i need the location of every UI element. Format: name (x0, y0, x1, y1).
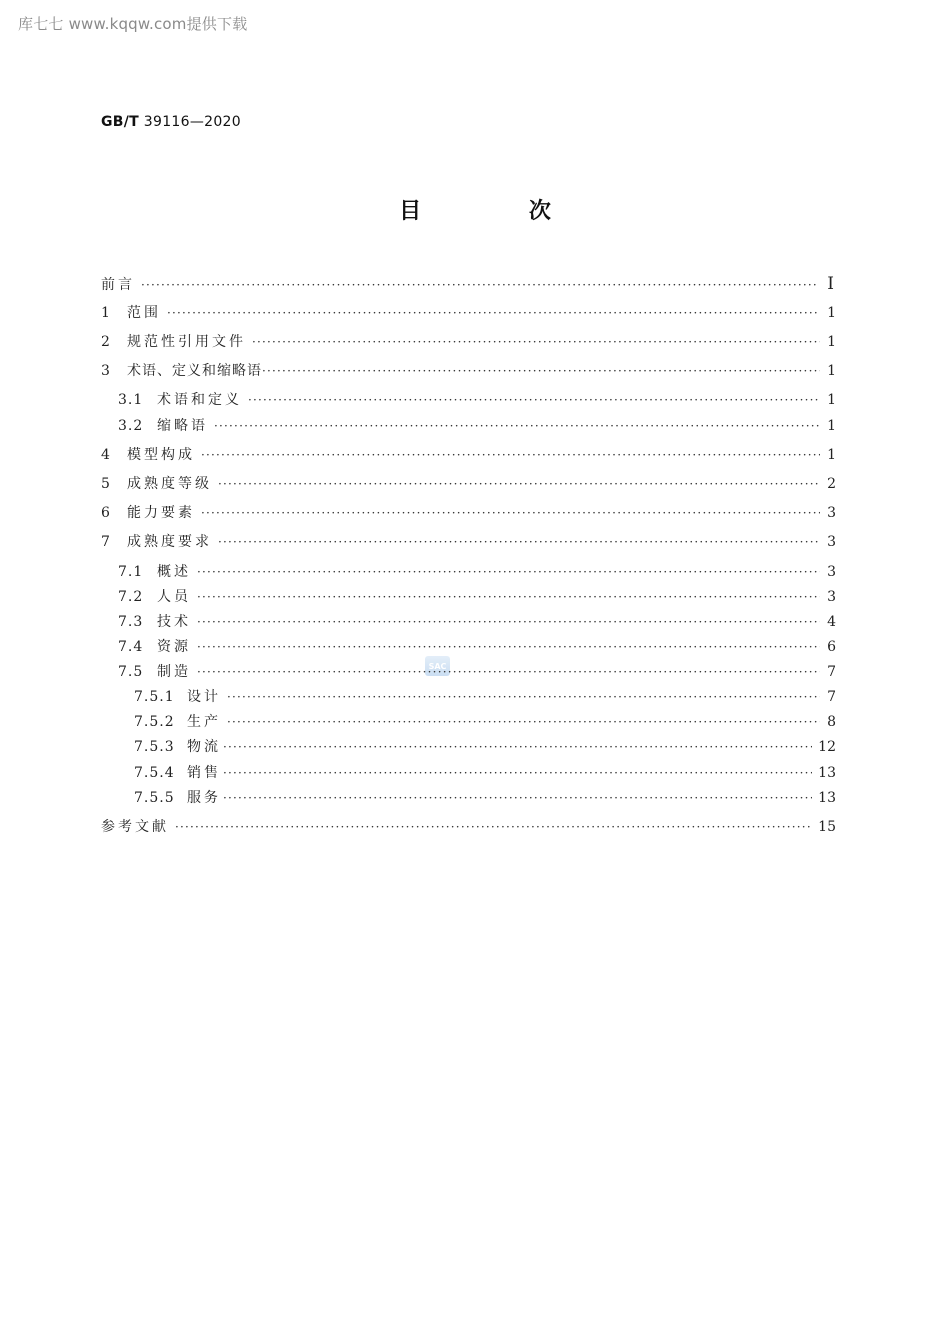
toc-entry-5[interactable] (101, 475, 836, 493)
toc-leader (197, 663, 820, 681)
toc-entry-number: 7.5.4 (134, 765, 175, 781)
toc-entry-label: 销售 (187, 765, 221, 781)
toc-entry-page: 7 (827, 689, 836, 705)
toc-entry-number: 7.5 (118, 664, 144, 680)
toc-entry-page: 1 (827, 447, 836, 463)
toc-entry-7-5-1[interactable] (134, 688, 836, 706)
toc-leader (262, 362, 820, 380)
standard-year-number: 39116—2020 (143, 114, 241, 130)
sac-logo-icon: SAC (425, 656, 450, 676)
toc-entry-number: 6 (101, 505, 111, 521)
toc-leader (218, 475, 820, 493)
toc-entry-number: 7.4 (118, 639, 144, 655)
toc-entry-1[interactable] (101, 304, 836, 322)
toc-entry-foreword[interactable] (101, 275, 834, 293)
toc-entry-7-5[interactable] (118, 663, 836, 681)
toc-entry-label: 模型构成 (127, 447, 195, 463)
toc-entry-label: 缩略语 (157, 418, 208, 434)
toc-entry-number: 7.5.2 (134, 714, 175, 730)
toc-entry-3-1[interactable] (118, 391, 836, 409)
toc-entry-label: 物流 (187, 739, 221, 755)
toc-entry-number: 3 (101, 363, 111, 379)
toc-entry-number: 7.3 (118, 614, 144, 630)
toc-entry-6[interactable] (101, 504, 836, 522)
toc-entry-7-5-3[interactable] (134, 738, 836, 756)
toc-entry-page: 7 (827, 664, 836, 680)
toc-leader (223, 789, 812, 807)
toc-entry-page: 3 (827, 564, 836, 580)
toc-entry-page: 1 (827, 418, 836, 434)
toc-entry-label: 技术 (157, 614, 191, 630)
toc-leader (252, 333, 820, 351)
toc-entry-number: 7.5.3 (134, 739, 175, 755)
toc-leader (223, 738, 812, 756)
toc-entry-page: 13 (818, 765, 836, 781)
toc-leader (197, 563, 820, 581)
toc-entry-label: 范围 (127, 305, 161, 321)
toc-leader (223, 764, 812, 782)
toc-entry-page: 2 (827, 476, 836, 492)
toc-entry-page: 1 (827, 334, 836, 350)
toc-entry-label: 服务 (187, 790, 221, 806)
toc-entry-page: 4 (827, 614, 836, 630)
toc-entry-number: 4 (101, 447, 111, 463)
toc-entry-7-2[interactable] (118, 588, 836, 606)
toc-entry-page: 12 (818, 739, 836, 755)
toc-entry-label: 成熟度等级 (127, 476, 212, 492)
toc-leader (227, 713, 820, 731)
toc-leader (201, 446, 820, 464)
toc-entry-number: 7 (101, 534, 111, 550)
toc-leader (197, 588, 820, 606)
toc-entry-label: 能力要素 (127, 505, 195, 521)
toc-entry-page: 3 (827, 505, 836, 521)
toc-entry-label: 术语和定义 (157, 392, 242, 408)
toc-leader (167, 304, 820, 322)
toc-entry-7[interactable] (101, 533, 836, 551)
toc-entry-label: 术语、定义和缩略语 (127, 363, 262, 379)
toc-entry-7-5-2[interactable] (134, 713, 836, 731)
toc-entry-7-3[interactable] (118, 613, 836, 631)
toc-entry-number: 7.5.5 (134, 790, 175, 806)
toc-entry-page: 1 (827, 363, 836, 379)
toc-entry-4[interactable] (101, 446, 836, 464)
toc-entry-bibliography[interactable] (101, 818, 836, 836)
toc-entry-label: 成熟度要求 (127, 534, 212, 550)
toc-entry-page: 3 (827, 589, 836, 605)
toc-leader (141, 276, 818, 294)
toc-entry-2[interactable] (101, 333, 836, 351)
toc-entry-number: 7.1 (118, 564, 144, 580)
toc-entry-7-1[interactable] (118, 563, 836, 581)
toc-entry-label: 生产 (187, 714, 221, 730)
toc-entry-label: 资源 (157, 639, 191, 655)
toc-leader (201, 504, 820, 522)
toc-entry-number: 7.5.1 (134, 689, 175, 705)
toc-entry-7-5-5[interactable] (134, 789, 836, 807)
toc-entry-number: 7.2 (118, 589, 144, 605)
standard-code: GB/T (101, 114, 140, 130)
toc-entry-page: 3 (827, 534, 836, 550)
toc-entry-number: 5 (101, 476, 111, 492)
toc-entry-3[interactable] (101, 362, 836, 380)
toc-entry-7-5-4[interactable] (134, 764, 836, 782)
toc-entry-number: 1 (101, 305, 111, 321)
toc-entry-7-4[interactable] (118, 638, 836, 656)
toc-entry-page: 8 (827, 714, 836, 730)
toc-entry-label: 制造 (157, 664, 191, 680)
toc-leader (197, 613, 820, 631)
toc-entry-number: 2 (101, 334, 111, 350)
toc-entry-page: 15 (818, 819, 836, 835)
toc-entry-label: 人员 (157, 589, 191, 605)
download-watermark: 库七七 www.kqqw.com提供下载 (18, 15, 248, 33)
toc-entry-page: 1 (827, 305, 836, 321)
toc-entry-page: 6 (827, 639, 836, 655)
toc-entry-page: Ⅰ (827, 274, 834, 294)
standard-number (101, 114, 241, 130)
toc-leader (227, 688, 820, 706)
toc-entry-3-2[interactable] (118, 417, 836, 435)
toc-leader (214, 417, 820, 435)
toc-entry-label: 设计 (187, 689, 221, 705)
toc-entry-label: 概述 (157, 564, 191, 580)
toc-entry-page: 1 (827, 392, 836, 408)
toc-entry-label: 前言 (101, 277, 135, 293)
toc-leader (218, 533, 820, 551)
toc-title: 目 次 (399, 199, 601, 224)
toc-entry-label: 规范性引用文件 (127, 334, 246, 350)
toc-entry-number: 3.2 (118, 418, 144, 434)
toc-entry-label: 参考文献 (101, 819, 169, 835)
toc-leader (248, 391, 820, 409)
toc-leader (175, 818, 812, 836)
toc-leader (197, 638, 820, 656)
toc-entry-number: 3.1 (118, 392, 144, 408)
toc-entry-page: 13 (818, 790, 836, 806)
